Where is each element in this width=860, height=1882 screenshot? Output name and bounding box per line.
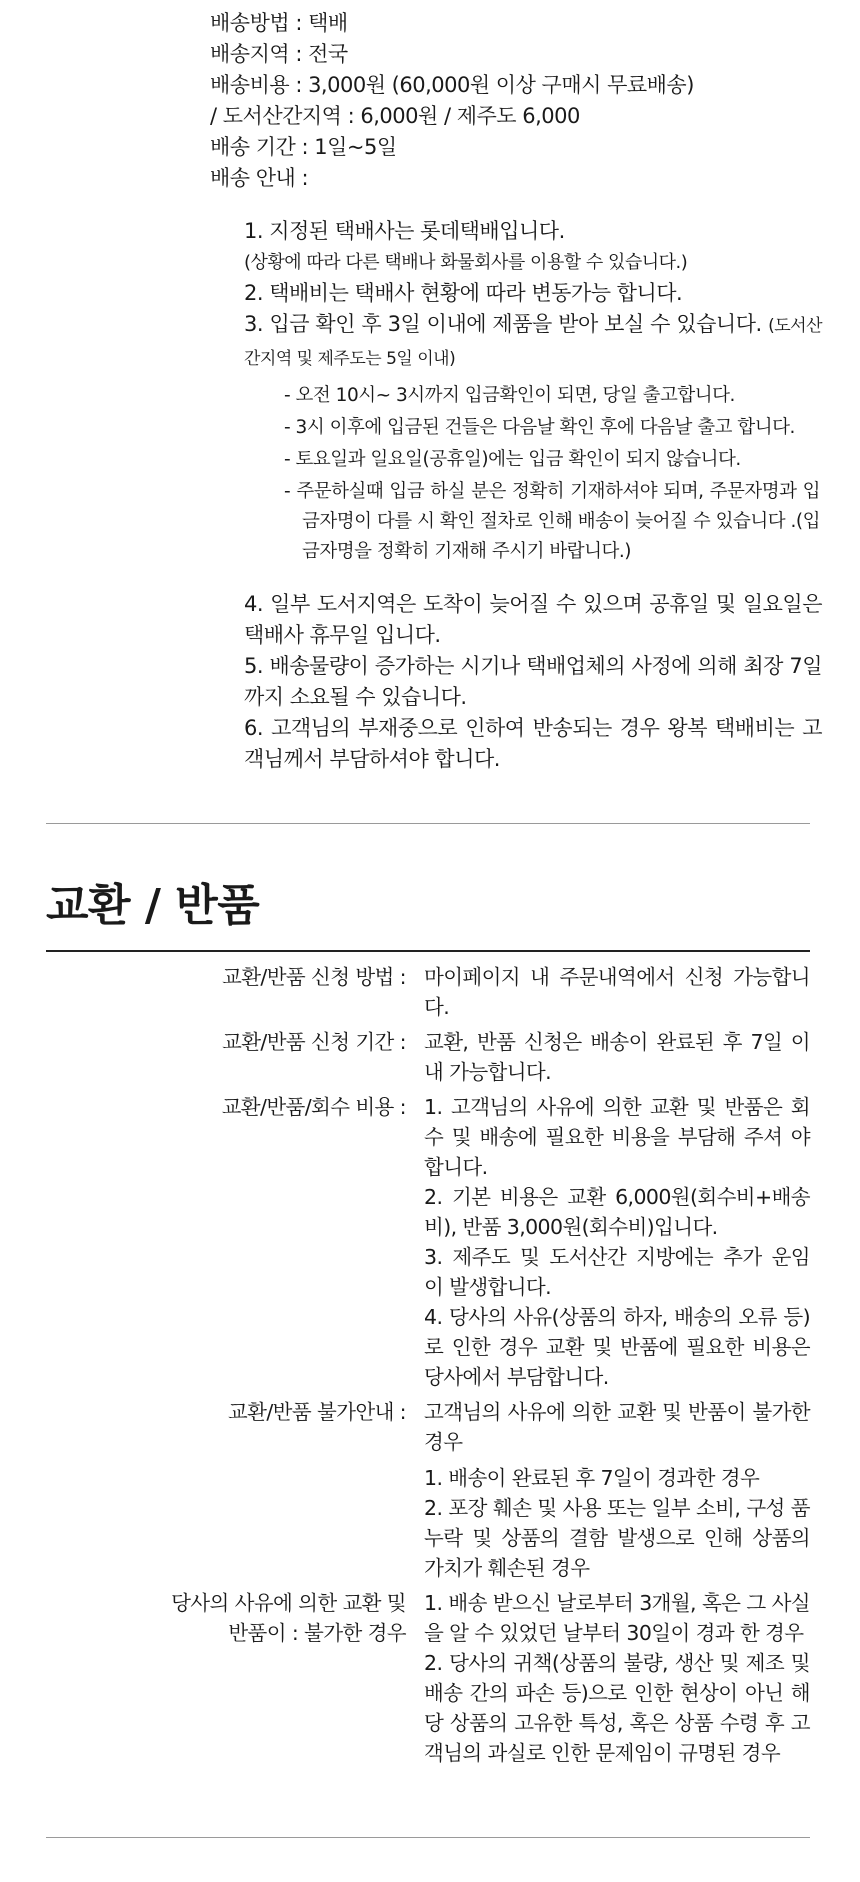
row-value <box>424 962 810 1022</box>
table-row <box>46 1397 810 1583</box>
row-paragraph: 2. 기본 비용은 교환 6,000원(회수비+배송비), 반품 3,000원(회수비)입니다. <box>424 1185 810 1239</box>
row-paragraph: 1. 고객님의 사유에 의한 교환 및 반품은 회수 및 배송에 필요한 비용을 부담해 주셔 야 합니다. <box>424 1095 810 1179</box>
row-paragraph: 2. 포장 훼손 및 사용 또는 일부 소비, 구성 품 누락 및 상품의 결함 발생으로 인해 상품의 가치가 훼손된 경우 <box>424 1496 810 1580</box>
row-label: 교환/반품 불가안내 : <box>227 1400 406 1424</box>
shipping-note-4: 4. 일부 도서지역은 도착이 늦어질 수 있으며 공휴일 및 일요일은 택배사 휴무일 입니다. <box>244 592 822 647</box>
row-label <box>46 1588 406 1768</box>
shipping-sub-notes <box>284 381 820 567</box>
shipping-note-2: 2. 택배비는 택배사 현황에 따라 변동가능 합니다. <box>244 281 683 305</box>
shipping-note-5: 5. 배송물량이 증가하는 시기나 택배업체의 사정에 의해 최장 7일까지 소요될 수 있습니다. <box>244 654 822 709</box>
row-paragraph: 1. 배송이 완료된 후 7일이 경과한 경우 <box>424 1466 760 1490</box>
row-value <box>424 1397 810 1583</box>
table-row <box>46 1092 810 1392</box>
shipping-info <box>210 8 820 775</box>
table-row <box>46 962 810 1022</box>
table-row <box>46 1588 810 1768</box>
row-paragraph: 2. 당사의 귀책(상품의 불량, 생산 및 제조 및 배송 간의 파손 등)으로 인한 현상이 아닌 해당 상품의 고유한 특성, 혹은 상품 수령 후 고객님의 과실로 인한 문제임이 규명된 경우 <box>424 1651 810 1765</box>
row-paragraph: 고객님의 사유에 의한 교환 및 반품이 불가한 경우 <box>424 1400 810 1454</box>
row-paragraph: 교환, 반품 신청은 배송이 완료된 후 7일 이내 가능합니다. <box>424 1030 810 1084</box>
title-underline <box>46 950 810 952</box>
exchange-return-title: 교환 / 반품 <box>46 880 260 931</box>
exchange-return-table <box>46 962 810 1768</box>
sub-note-item: - 토요일과 일요일(공휴일)에는 입금 확인이 되지 않습니다. <box>284 449 741 470</box>
row-label: 교환/반품 신청 기간 : <box>222 1030 406 1054</box>
sub-note-item: - 주문하실때 입금 하실 분은 정확히 기재하셔야 되며, 주문자명과 입금자명이 다를 시 확인 절차로 인해 배송이 늦어질 수 있습니다 .(입금자명을 정확히 기재해 주시기 바랍니다.) <box>284 481 820 562</box>
shipping-note-6: 6. 고객님의 부재중으로 인하여 반송되는 경우 왕복 택배비는 고객님께서 부담하셔야 합니다. <box>244 716 822 771</box>
sub-note-item: - 3시 이후에 입금된 건들은 다음날 확인 후에 다음날 출고 합니다. <box>284 417 795 438</box>
shipping-notes <box>244 216 822 775</box>
shipping-guide-label: 배송 안내 : <box>210 166 309 190</box>
shipping-note-3-text: 3. 입금 확인 후 3일 이내에 제품을 받아 보실 수 있습니다. <box>244 312 762 336</box>
shipping-note-1-sub: (상황에 따라 다른 택배나 화물회사를 이용할 수 있습니다.) <box>244 252 688 273</box>
divider <box>46 823 810 824</box>
row-value <box>424 1027 810 1087</box>
sub-note-item: - 오전 10시~ 3시까지 입금확인이 되면, 당일 출고합니다. <box>284 385 735 406</box>
divider <box>46 1837 810 1838</box>
shipping-method: 배송방법 : 택배 <box>210 11 348 35</box>
shipping-note-1: 1. 지정된 택배사는 롯데택배입니다. <box>244 219 565 243</box>
row-value <box>424 1588 810 1768</box>
row-paragraph: 1. 배송 받으신 날로부터 3개월, 혹은 그 사실을 알 수 있었던 날부터 30일이 경과 한 경우 <box>424 1591 810 1645</box>
row-label: 교환/반품/회수 비용 : <box>221 1095 406 1119</box>
row-paragraph: 4. 당사의 사유(상품의 하자, 배송의 오류 등)로 인한 경우 교환 및 반품에 필요한 비용은 당사에서 부담합니다. <box>424 1305 810 1389</box>
row-value <box>424 1092 810 1392</box>
row-paragraph: 3. 제주도 및 도서산간 지방에는 추가 운임 이 발생합니다. <box>424 1245 810 1299</box>
row-paragraph: 마이페이지 내 주문내역에서 신청 가능합니다. <box>424 965 810 1019</box>
shipping-cost-remote: / 도서산간지역 : 6,000원 / 제주도 6,000 <box>210 104 580 128</box>
shipping-period: 배송 기간 : 1일~5일 <box>210 135 397 159</box>
row-label-line: 반품이 : 불가한 경우 <box>228 1621 406 1645</box>
row-label: 교환/반품 신청 방법 : <box>222 965 406 989</box>
table-row <box>46 1027 810 1087</box>
shipping-note-3 <box>244 309 822 375</box>
shipping-region: 배송지역 : 전국 <box>210 42 348 66</box>
shipping-cost: 배송비용 : 3,000원 (60,000원 이상 구매시 무료배송) <box>210 73 694 97</box>
row-label-line: 당사의 사유에 의한 교환 및 <box>171 1591 406 1615</box>
shipping-note-3-small: (도서산간지역 및 제주도는 5일 이내) <box>244 316 822 369</box>
